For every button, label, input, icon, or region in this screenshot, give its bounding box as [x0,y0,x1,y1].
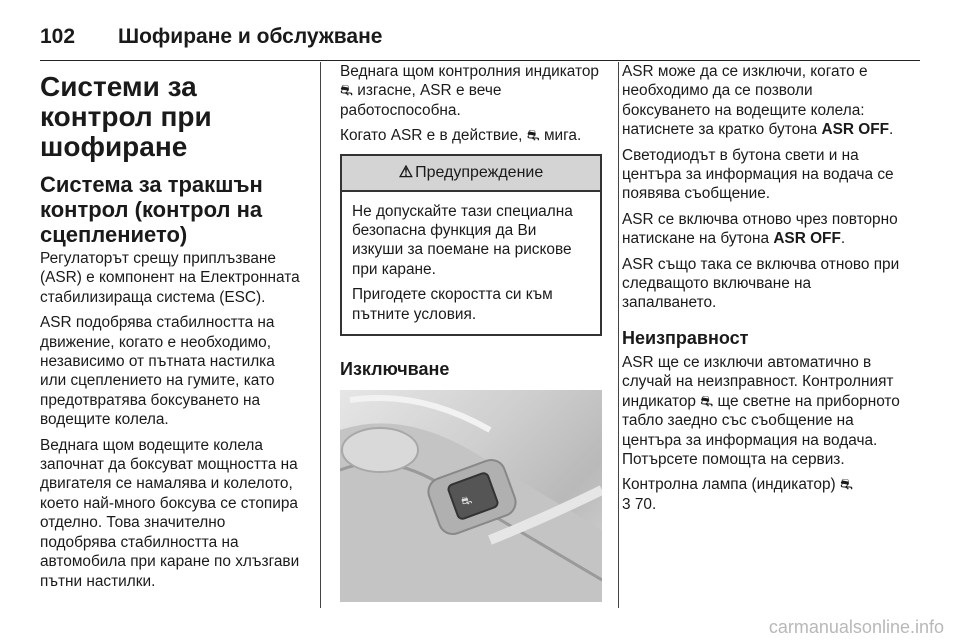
asr-indicator-icon: ⛐ [839,476,853,494]
subsection-title: Система за тракшън контрол (контрол на сцеплението) [40,172,263,247]
text-span: Веднага щом контролния индикатор [340,63,599,80]
car-slip-icon: ⛐ [459,492,474,509]
text-span: ще светне на приборното табло заедно със съобщение на центъра за информация на водача. Потърсете помощта на сервиз. [622,392,900,468]
paragraph [622,210,904,249]
asr-off-label: ASR OFF [821,121,890,139]
column-divider [618,62,619,608]
subheading-fault: Неизправност [622,327,749,348]
warning-body [342,192,600,334]
page-ref-arrow-icon: 3 [622,495,631,513]
text-span: мига. [539,127,582,145]
paragraph: Веднага щом водещите колела започнат да боксуват мощността на двигателя се намалява и колелото, което най-много боксува се стопира отделно. Това значително подобрява стабилността на автомобила при каране по хлъзгави пътни настилки. [40,436,300,590]
paragraph [340,62,602,120]
text-span: . [889,121,894,139]
page-header [40,14,920,61]
section-title: Системи за контрол при шофиране [40,71,212,162]
warning-box [340,154,602,336]
warning-icon: ⚠ [398,163,414,181]
warning-text: Пригодете скоростта си към пътните условия. [352,286,553,323]
text-span: изгасне, ASR е вече работоспособна. [340,82,502,119]
paragraph [340,126,602,145]
warning-text: Не допускайте тази специална безопасна функция да Ви изкуши за поемане на рискове при каране. [352,202,573,278]
header-title: Шофиране и обслужване [118,25,383,48]
text-span: . [840,230,846,248]
paragraph: ASR подобрява стабилността на движение, когато е необходимо, независимо от пътната настилка или сцеплението на гумите, като предотвратява боксуването на водещите колела. [40,314,275,429]
text-span: Когато ASR е в действие, [340,127,527,145]
cup-holder [342,428,418,472]
column-left [40,62,302,597]
subheading-switch-off: Изключване [340,359,450,380]
paragraph [622,475,904,514]
column-divider [320,62,321,608]
warning-header [342,156,600,192]
warning-title: Предупреждение [415,163,544,181]
page-reference[interactable]: 70. [630,495,657,513]
asr-indicator-icon: ⛐ [700,392,714,410]
paragraph [622,62,904,140]
asr-indicator-icon: ⛐ [526,127,540,145]
page-number: 102 [40,25,76,48]
text-span: ASR ще се изключи автоматично в случай на неизправност. Контролният индикатор [622,353,894,410]
asr-off-label: ASR OFF [773,230,841,248]
watermark: carmanualsonline.info [768,617,944,637]
text-span: ASR се включва отново чрез повторно натискане на бутона [622,210,898,248]
column-right [622,62,904,520]
paragraph [622,353,904,469]
paragraph: Светодиодът в бутона свети и на центъра за информация на водача се появява съобщение. [622,146,894,203]
text-span: Контролна лампа (индикатор) [622,476,840,494]
paragraph: Регулаторът срещу приплъзване (ASR) е компонент на Електронната стабилизираща система (ESC). [40,250,300,306]
text-span: ASR може да се изключи, когато е необходимо да се позволи боксуването на водещите колела: натиснете за кратко бутона [622,63,868,139]
asr-indicator-icon: ⛐ [340,82,353,100]
asr-button-photo [340,390,602,602]
paragraph: ASR също така се включва отново при следващото включване на запалването. [622,255,900,312]
console-illustration [340,390,602,602]
column-middle [340,62,602,602]
